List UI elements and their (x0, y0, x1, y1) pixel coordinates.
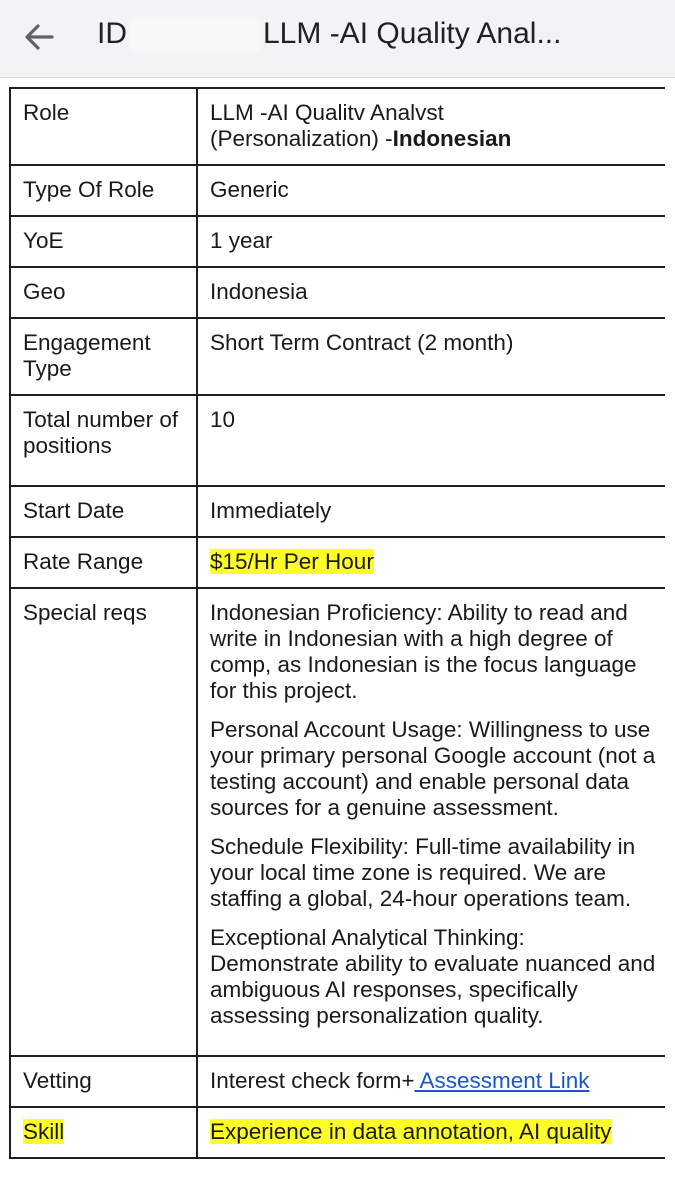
row-value (197, 88, 665, 165)
row-label: Geo (10, 267, 197, 318)
role-subtitle-line (210, 126, 656, 152)
role-subtitle-text: (Personalization) - (210, 126, 393, 151)
row-value (197, 1056, 665, 1107)
row-label: YoE (10, 216, 197, 267)
table-row-skill (10, 1107, 665, 1158)
row-value: Indonesia (197, 267, 665, 318)
row-value (197, 588, 665, 1056)
row-label: Start Date (10, 486, 197, 537)
row-label: Total number of positions (10, 395, 197, 486)
row-value: 1 year (197, 216, 665, 267)
back-button[interactable] (22, 20, 56, 54)
document-title (97, 14, 561, 54)
table-row-geo (10, 267, 665, 318)
redacted-area (129, 17, 261, 53)
row-label: Type Of Role (10, 165, 197, 216)
arrow-left-icon (22, 20, 56, 54)
row-value: Immediately (197, 486, 665, 537)
row-label: Special reqs (10, 588, 197, 1056)
row-value (197, 1107, 665, 1158)
app-bar (0, 0, 675, 78)
table-row-engagement-type (10, 318, 665, 395)
document-body (9, 87, 665, 1200)
table-row-total-positions (10, 395, 665, 486)
job-details-table (9, 87, 665, 1159)
row-value (197, 537, 665, 588)
requirement-paragraph: Exceptional Analytical Thinking: Demonstrate ability to evaluate nuanced and ambiguous AI responses, specifically assessing personalization quality. (210, 925, 656, 1028)
requirement-paragraph: Personal Account Usage: Willingness to use your primary personal Google account (not a testing account) and enable personal data sources for a genuine assessment. (210, 717, 656, 820)
table-row-special-reqs (10, 588, 665, 1056)
table-row-rate-range (10, 537, 665, 588)
role-title-line: LLM -AI Qualitv Analvst (210, 100, 444, 125)
row-label (10, 1107, 197, 1158)
row-value: Short Term Contract (2 month) (197, 318, 665, 395)
rate-highlight: $15/Hr Per Hour (210, 549, 374, 574)
table-row-start-date (10, 486, 665, 537)
requirement-paragraph: Schedule Flexibility: Full-time availability in your local time zone is required. We are staffing a global, 24-hour operations team. (210, 834, 636, 911)
role-language-bold: Indonesian (392, 126, 512, 151)
row-label: Engagement Type (10, 318, 197, 395)
skill-label-highlight: Skill (23, 1119, 65, 1144)
title-prefix: ID (97, 17, 127, 50)
vetting-text: Interest check form+ (210, 1068, 415, 1093)
table-row-type-of-role (10, 165, 665, 216)
row-value: Generic (197, 165, 665, 216)
row-label: Rate Range (10, 537, 197, 588)
row-label: Vetting (10, 1056, 197, 1107)
assessment-link[interactable]: Assessment Link (414, 1068, 590, 1093)
row-value: 10 (197, 395, 665, 486)
table-row-yoe (10, 216, 665, 267)
skill-value-highlight: Experience in data annotation, AI quality (210, 1119, 612, 1144)
table-row-vetting (10, 1056, 665, 1107)
requirement-paragraph: Indonesian Proficiency: Ability to read and write in Indonesian with a high degree of comp, as Indonesian is the focus language for this project. (210, 600, 637, 703)
table-row-role (10, 88, 665, 165)
title-main: LLM -AI Quality Anal... (263, 17, 562, 50)
row-label: Role (10, 88, 197, 165)
